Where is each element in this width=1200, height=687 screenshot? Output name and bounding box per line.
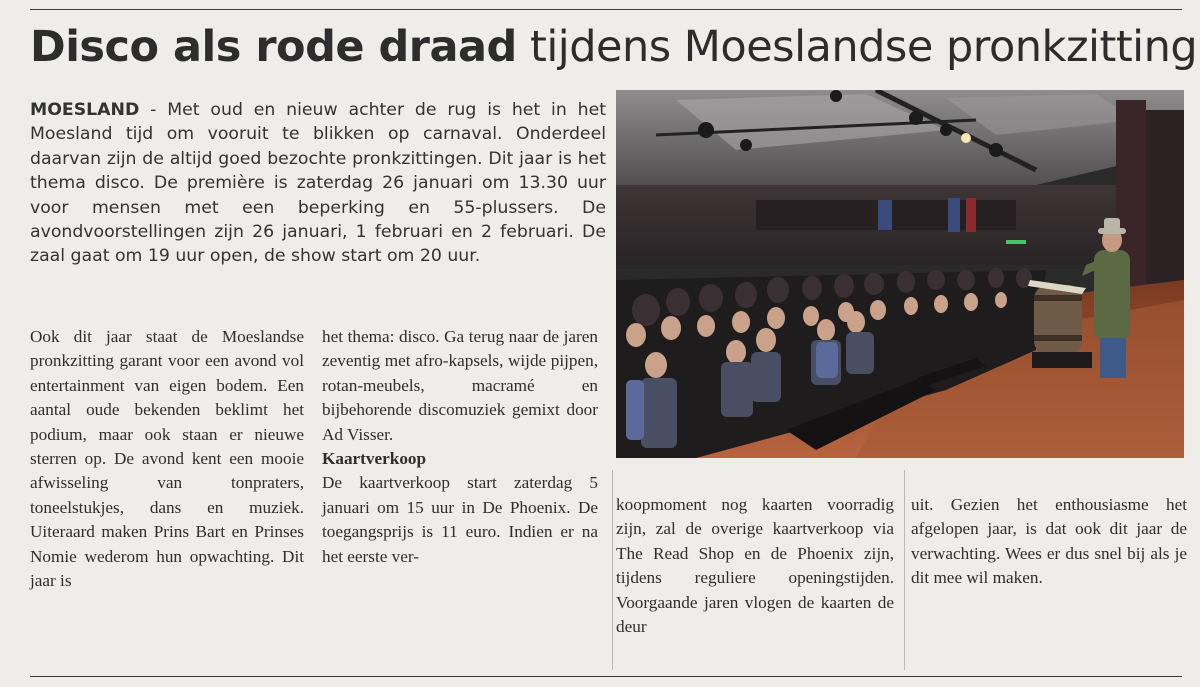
column-4-text: uit. Gezien het enthousiasme het afgelopen jaar, is dat ook dit jaar de verwachting. Wees er dus snel bij als je dit mee wil maken. xyxy=(911,495,1187,588)
column-1-text: Ook dit jaar staat de Moeslandse pronkzitting garant voor een avond vol entertainment van eigen bodem. Een aantal oude bekenden beklimt het podium, maar ook staan er nieuwe sterren op. De avond kent een mooie afwisseling van tonpraters, toneelstukjes, dans en muziek. Uiteraard maken Prins Bart en Prinses Nomie wederom hun opwachting. Dit jaar is xyxy=(30,327,304,591)
event-photo xyxy=(616,90,1184,458)
column-2-text-b: De kaartverkoop start zaterdag 5 januari om 15 uur in De Phoenix. De toegangsprijs is 11 euro. Indien er na het eerste ver- xyxy=(322,473,598,566)
column-3-text: koopmoment nog kaarten voorradig zijn, zal de overige kaartverkoop via The Read Shop en de Phoenix zijn, tijdens reguliere openingstijden. Voorgaande jaren vlogen de kaarten de deur xyxy=(616,495,894,637)
column-divider xyxy=(612,470,613,670)
bottom-rule xyxy=(30,676,1182,677)
column-1 xyxy=(30,325,304,593)
intro-text: - Met oud en nieuw achter de rug is het in het Moesland tijd om vooruit te blikken op carnaval. Onderdeel daarvan zijn de altijd goed bezochte pronkzittingen. Dit jaar is het thema disco. De première is zaterdag 26 januari om 13.30 uur voor mensen met een beperking en 55-plussers. De avondvoorstellingen zijn 26 januari, 1 februari en 2 februari. De zaal gaat om 19 uur open, de show start om 20 uur. xyxy=(30,100,606,267)
headline-rest: tijdens Moeslandse pronkzitting xyxy=(529,22,1198,72)
intro-paragraph xyxy=(30,98,606,269)
subheading-kaartverkoop: Kaartverkoop xyxy=(322,449,427,469)
dateline: MOESLAND xyxy=(30,100,140,120)
column-divider xyxy=(904,470,905,670)
column-2 xyxy=(322,325,598,569)
column-2-text: het thema: disco. Ga terug naar de jaren zeventig met afro-kapsels, wijde pijpen, rotan-meubels, macramé en bijbehorende discomuziek gemixt door Ad Visser. xyxy=(322,327,598,444)
column-4 xyxy=(911,493,1187,591)
top-rule xyxy=(30,9,1182,10)
column-3 xyxy=(616,493,894,639)
headline-bold: Disco als rode draad xyxy=(30,22,517,72)
headline xyxy=(30,22,1198,72)
